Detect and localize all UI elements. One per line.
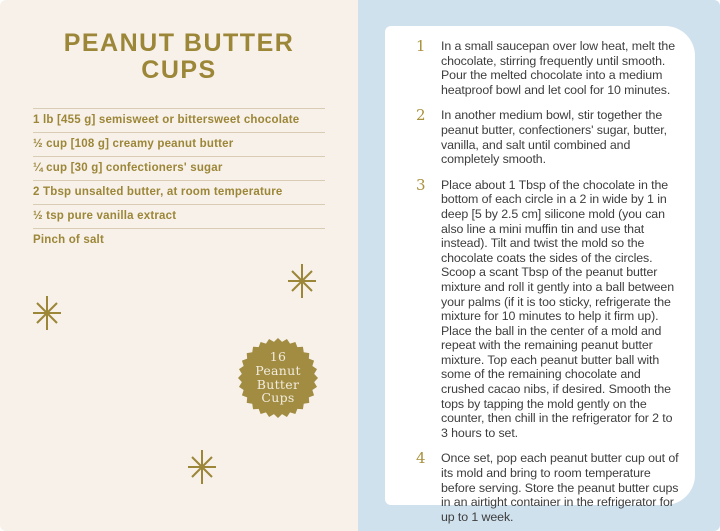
sparkle-star-icon: [184, 449, 220, 485]
instruction-step: [416, 108, 680, 166]
step-text: Place about 1 Tbsp of the chocolate in the bottom of each circle in a 2 in wide by 1 in deep [5 by 2.5 cm] silicone mold (you can also line a mini muffin tin and use that instead). Tilt and twist the mold so the chocolate coats the sides of the circles. Scoop a scant Tbsp of the peanut butter mixture and roll it gently into a ball between your palms (if it is too sticky, refrigerate the mixture for 10 minutes to help it firm up). Place the ball in the center of a mold and repeat with the remaining peanut butter mixture. Top each peanut butter ball with some of the remaining chocolate and crushed cacao nibs, if desired. Smooth the tops by tapping the mold gently on the counter, then chill in the refrigerator for 2 to 3 hours to set.: [441, 177, 675, 440]
recipe-title: PEANUT BUTTER CUPS: [63, 29, 295, 84]
step-number: 1: [416, 37, 426, 55]
ingredient-item: ¼ cup [30 g] confectioners' sugar: [33, 156, 325, 180]
ingredient-list: [33, 108, 325, 252]
step-number: 4: [416, 449, 426, 468]
step-text: Once set, pop each peanut butter cup out of its mold and bring to room temperature before serving. Store the peanut butter cups in an airtight container in the refrigerator for up to 1 week.: [441, 451, 679, 524]
yield-badge: [238, 338, 318, 418]
yield-count: 16: [269, 349, 287, 364]
step-text: In a small saucepan over low heat, melt the chocolate, stirring frequently until smooth. Pour the melted chocolate into a medium heatproof bowl and let cool for 10 minutes.: [441, 39, 676, 97]
instruction-step: [416, 175, 680, 441]
instruction-step: [416, 451, 680, 524]
step-number: 3: [416, 175, 426, 194]
ingredient-item: ½ cup [108 g] creamy peanut butter: [33, 132, 325, 156]
ingredient-item: 2 Tbsp unsalted butter, at room temperature: [33, 180, 325, 204]
yield-word: Peanut: [255, 362, 301, 378]
ingredient-item: Pinch of salt: [33, 228, 325, 252]
instructions-page: [358, 0, 720, 531]
step-number: 2: [416, 106, 426, 125]
yield-word: Butter: [256, 376, 300, 392]
sparkle-star-icon: [284, 263, 320, 299]
recipe-overview-page: [0, 0, 358, 531]
sparkle-star-icon: [29, 295, 65, 331]
instructions-card: [385, 26, 695, 524]
ingredient-item: ½ tsp pure vanilla extract: [33, 204, 325, 228]
ingredient-item: 1 lb [455 g] semisweet or bittersweet chocolate: [33, 108, 325, 132]
yield-badge-text: [238, 350, 318, 405]
instruction-step: [416, 39, 680, 97]
step-text: In another medium bowl, stir together the peanut butter, confectioners' sugar, butter, vanilla, and salt until combined and completely smooth.: [441, 108, 667, 167]
yield-word: Cups: [261, 390, 295, 406]
